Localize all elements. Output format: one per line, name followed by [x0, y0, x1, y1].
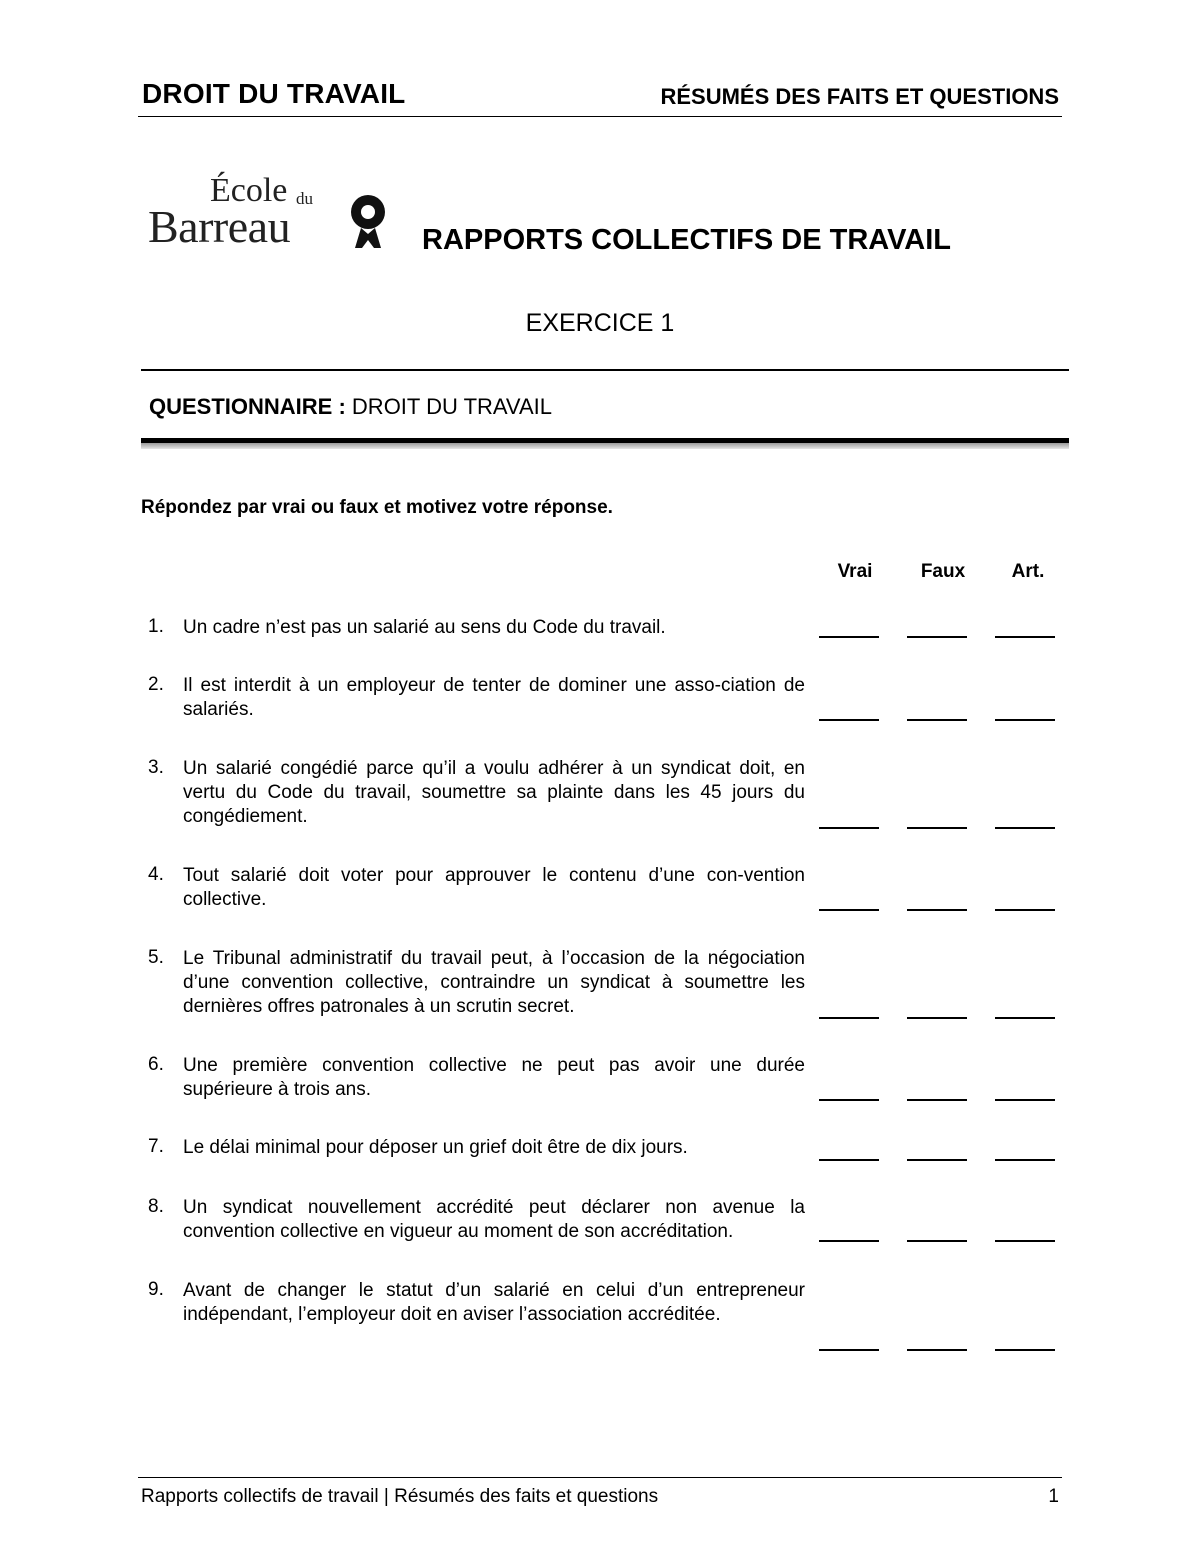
answer-blank-vrai[interactable] [819, 1349, 879, 1351]
instructions: Répondez par vrai ou faux et motivez votre réponse. [141, 497, 613, 518]
answer-blank-faux[interactable] [907, 1349, 967, 1351]
answer-blank-article[interactable] [995, 719, 1055, 721]
barreau-emblem-icon [343, 190, 393, 250]
answer-blank-faux[interactable] [907, 1017, 967, 1019]
logo-line-barreau: Barreau [148, 201, 291, 252]
answer-blank-article[interactable] [995, 1240, 1055, 1242]
question-number: 3. [148, 757, 164, 778]
question-number: 4. [148, 864, 164, 885]
footer-text: Rapports collectifs de travail | Résumés des faits et questions [141, 1486, 659, 1507]
answer-blank-article[interactable] [995, 1349, 1055, 1351]
header-divider [138, 116, 1062, 117]
answer-blank-vrai[interactable] [819, 827, 879, 829]
answer-blank-article[interactable] [995, 909, 1055, 911]
question-text: Avant de changer le statut d’un salarié en celui d’un entrepreneur indépendant, l’employeur doit en aviser l’association accréditée. [183, 1280, 805, 1325]
answer-blank-vrai[interactable] [819, 719, 879, 721]
question-number: 1. [148, 616, 164, 637]
question-text: Une première convention collective ne peut pas avoir une durée supérieure à trois ans. [183, 1055, 805, 1100]
answer-blank-faux[interactable] [907, 1159, 967, 1161]
answer-blank-vrai[interactable] [819, 1017, 879, 1019]
questionnaire-label: QUESTIONNAIRE : [149, 394, 346, 419]
page-number: 1 [1048, 1486, 1059, 1507]
answer-blank-faux[interactable] [907, 827, 967, 829]
question-text: Tout salarié doit voter pour approuver le contenu d’une con-vention collective. [183, 865, 805, 910]
footer-divider [138, 1477, 1062, 1478]
question-number: 9. [148, 1279, 164, 1300]
question-text: Il est interdit à un employeur de tenter de dominer une asso-ciation de salariés. [183, 675, 805, 720]
questionnaire-top-rule [141, 369, 1069, 371]
question-text: Le délai minimal pour déposer un grief doit être de dix jours. [183, 1137, 688, 1158]
answer-blank-faux[interactable] [907, 1099, 967, 1101]
answer-blank-faux[interactable] [907, 636, 967, 638]
answer-blank-article[interactable] [995, 1017, 1055, 1019]
question-text: Le Tribunal administratif du travail peut, à l’occasion de la négociation d’une convention collective, contraindre un syndicat à soumettre les dernières offres patronales à un scrutin secret. [183, 948, 805, 1017]
question-number: 7. [148, 1136, 164, 1157]
answer-blank-vrai[interactable] [819, 1099, 879, 1101]
answer-blank-faux[interactable] [907, 719, 967, 721]
questionnaire-rule-shadow [141, 443, 1069, 449]
answer-blank-article[interactable] [995, 827, 1055, 829]
question-number: 6. [148, 1054, 164, 1075]
ecole-du-barreau-logo [148, 172, 398, 252]
logo-line-du: du [296, 189, 313, 208]
answer-blank-article[interactable] [995, 636, 1055, 638]
header-course-title: DROIT DU TRAVAIL [142, 78, 406, 109]
question-text: Un syndicat nouvellement accrédité peut déclarer non avenue la convention collective en vigueur au moment de son accréditation. [183, 1197, 805, 1242]
column-header-faux: Faux [920, 561, 966, 582]
question-text: Un cadre n’est pas un salarié au sens du Code du travail. [183, 617, 666, 638]
document-title: RAPPORTS COLLECTIFS DE TRAVAIL [422, 224, 951, 256]
question-number: 2. [148, 674, 164, 695]
answer-blank-vrai[interactable] [819, 1240, 879, 1242]
logo-line-ecole: École [210, 172, 288, 209]
answer-blank-faux[interactable] [907, 909, 967, 911]
answer-blank-article[interactable] [995, 1159, 1055, 1161]
question-number: 8. [148, 1196, 164, 1217]
question-number: 5. [148, 947, 164, 968]
question-text: Un salarié congédié parce qu’il a voulu adhérer à un syndicat doit, en vertu du Code du travail, soumettre sa plainte dans les 45 jours du congédiement. [183, 758, 805, 827]
column-header-art: Art. [1011, 561, 1045, 582]
questionnaire-heading [149, 394, 552, 420]
questionnaire-subject: DROIT DU TRAVAIL [351, 394, 552, 419]
answer-blank-vrai[interactable] [819, 909, 879, 911]
exercise-number: EXERCICE 1 [525, 309, 675, 337]
answer-blank-vrai[interactable] [819, 636, 879, 638]
answer-blank-article[interactable] [995, 1099, 1055, 1101]
answer-blank-faux[interactable] [907, 1240, 967, 1242]
column-header-vrai: Vrai [837, 561, 873, 582]
header-section-title: RÉSUMÉS DES FAITS ET QUESTIONS [660, 84, 1059, 109]
answer-blank-vrai[interactable] [819, 1159, 879, 1161]
